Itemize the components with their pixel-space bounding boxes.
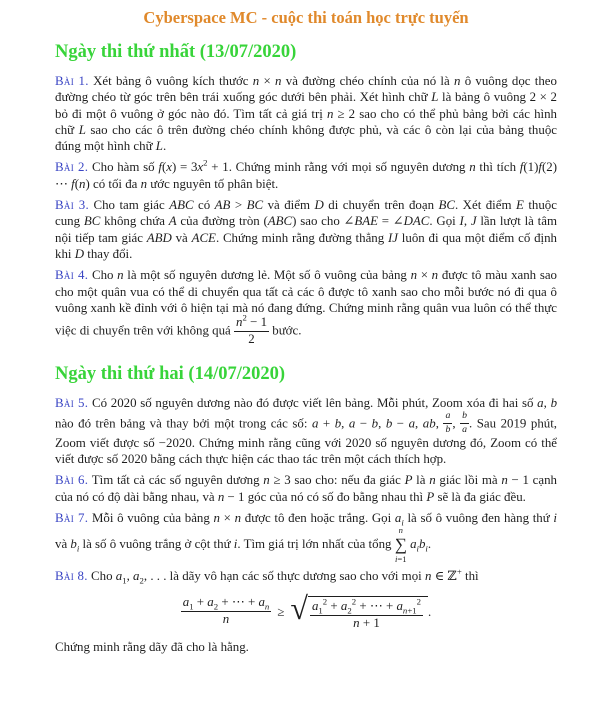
problem-5-text-post: . Sau 2019 phút, Zoom viết được số −2020. Chứng minh rằng cũng với 2020 số nguyên dương đó, Zoom có thể viết được số 2020 bằng cách thực hiện các thao tác trên một cách thích hợp. bbox=[55, 416, 558, 467]
problem-5-label: Bài 5. bbox=[55, 396, 89, 411]
problem-4 bbox=[55, 267, 557, 347]
square-root-body bbox=[308, 596, 428, 631]
problem-3-text: Cho tam giác ABC có AB > BC và điểm D di chuyển trên đoạn BC. Xét điểm E thuộc cung BC không chứa A của đường tròn (ABC) sao cho ∠BAE = ∠DAC. Gọi I, J lần lượt là tâm nội tiếp tam giác ABD và ACE. Chứng minh rằng đường thẳng IJ luôn đi qua một điểm cố định khi D thay đổi. bbox=[55, 198, 557, 261]
radical-sign-icon: √ bbox=[290, 589, 308, 626]
problem-2 bbox=[55, 159, 557, 192]
problem-5-text-pre: Có 2020 số nguyên dương nào đó được viết lên bảng. Mỗi phút, Zoom xóa đi hai số a, b nào đó trên bảng và thay bởi một trong các số: a + b, a − b, b − a, ab, bbox=[55, 396, 558, 431]
fraction-mean-lhs bbox=[181, 596, 272, 627]
summation-operator bbox=[395, 526, 407, 563]
fraction-n2-minus-1-over-2 bbox=[234, 312, 269, 347]
day2-heading: Ngày thi thứ hai (14/07/2020) bbox=[55, 364, 286, 385]
summation-lower-limit: i=1 bbox=[394, 553, 407, 564]
day1-heading: Ngày thi thứ nhất (13/07/2020) bbox=[55, 42, 297, 62]
problem-7-text-post: $a_ib_i$. bbox=[410, 536, 432, 554]
square-root bbox=[290, 589, 428, 631]
problem-1-label: Bài 1. bbox=[55, 74, 89, 88]
problem-8-conclusion: Chứng minh rằng dãy đã cho là hằng. bbox=[55, 639, 249, 654]
fraction-denominator: b bbox=[445, 423, 451, 435]
fraction-b-over-a bbox=[460, 411, 469, 435]
problem-6-label: Bài 6. bbox=[55, 473, 89, 488]
problem-3-label: Bài 3. bbox=[55, 198, 90, 213]
problem-6-text: Tìm tất cả các số nguyên dương n ≥ 3 sao cho: nếu đa giác P là n giác lồi mà n − 1 cạnh của nó có độ dài bằng nhau, và n − 1 góc của nó có số đo bằng nhau thì P sẽ là đa giác đều. bbox=[55, 473, 557, 504]
fraction-numerator: $a_1 + a_2$ + ⋯ + $a_n$ bbox=[182, 595, 270, 612]
sigma-icon: ∑ bbox=[394, 534, 407, 554]
fraction-quadratic-mean-rhs bbox=[310, 596, 423, 631]
fraction-denominator: a bbox=[462, 423, 467, 435]
problem-2-label: Bài 2. bbox=[55, 160, 89, 175]
fraction-denominator: 2 bbox=[248, 332, 255, 347]
problem-3 bbox=[55, 197, 557, 262]
problem-7-text-pre: Mỗi ô vuông của bảng n × n được tô đen hoặc trắng. Gọi $a_i$ là số ô vuông đen hàng thứ i và $b_i$ là số ô vuông trắng ở cột thứ i. Tìm giá trị lớn nhất của tổng bbox=[55, 511, 557, 554]
problem-1 bbox=[55, 73, 557, 154]
fraction-numerator: $a_1^2 + a_2^2$ + ⋯ + $a_{n+1}^2$ bbox=[311, 596, 422, 616]
summation-upper-limit: n bbox=[398, 525, 403, 536]
document-title: Cyberspace MC - cuộc thi toán học trực tuyến bbox=[143, 8, 469, 27]
problem-2-text: Cho hàm số $f(x) = 3x^2 + 1$. Chứng minh rằng với mọi số nguyên dương n thì tích f(1)f(2) ⋯ f(n) có tối đa n ước nguyên tố phân biệt. bbox=[55, 158, 557, 191]
problem-7 bbox=[55, 510, 557, 563]
problem-8-display-formula bbox=[55, 589, 557, 631]
problem-5 bbox=[55, 395, 557, 467]
problem-4-label: Bài 4. bbox=[55, 268, 89, 283]
problem-1-text: Xét bảng ô vuông kích thước n × n và đường chéo chính của nó là n ô vuông dọc theo đường chéo từ góc trên bên trái xuống góc dưới bên phải. Xét hình chữ L là bảng ô vuông 2 × 2 bỏ đi một ô vuông ở góc nào đó. Tìm tất cả giá trị n ≥ 2 sao cho có thể phủ bảng bởi các hình chữ L sao cho các ô trên đường chéo chính không được phủ, và các ô còn lại của bảng thuộc đúng một hình chữ L. bbox=[55, 74, 558, 154]
section-day-2 bbox=[55, 363, 557, 655]
problem-6 bbox=[55, 472, 557, 505]
section-day-1 bbox=[55, 41, 557, 347]
problem-4-text-post: bước. bbox=[269, 323, 302, 338]
problem-5-separator: , bbox=[452, 416, 461, 431]
problem-8 bbox=[55, 568, 557, 584]
fraction-denominator: n bbox=[222, 612, 230, 627]
fraction-numerator: a bbox=[443, 411, 452, 423]
fraction-numerator: b bbox=[460, 411, 469, 423]
problem-4-text-pre: Cho n là một số nguyên dương lẻ. Một số ô vuông của bảng n × n được tô màu xanh sao cho một quân vua có thể di chuyển qua tất cả các ô được tô xanh sao cho mỗi bước nó đi qua ô vuông xanh kề đỉnh với ô hiện tại mà nó đang đứng. Chứng minh rằng quân vua luôn có thể thực việc di chuyển trên với không quá bbox=[55, 268, 557, 338]
fraction-denominator: n + 1 bbox=[353, 615, 380, 630]
greater-equal-relation: ≥ bbox=[277, 604, 285, 619]
problem-8-label: Bài 8. bbox=[55, 569, 88, 584]
fraction-a-over-b bbox=[443, 411, 452, 435]
fraction-numerator: $n^2 - 1$ bbox=[234, 316, 269, 332]
problem-8-text-intro: Cho $a_1$, $a_2$, . . . là dãy vô hạn các số thực dương sao cho với mọi n ∈ ℤ+ thì bbox=[91, 567, 479, 586]
formula-end-period: . bbox=[428, 604, 432, 619]
problem-7-label: Bài 7. bbox=[55, 511, 89, 526]
